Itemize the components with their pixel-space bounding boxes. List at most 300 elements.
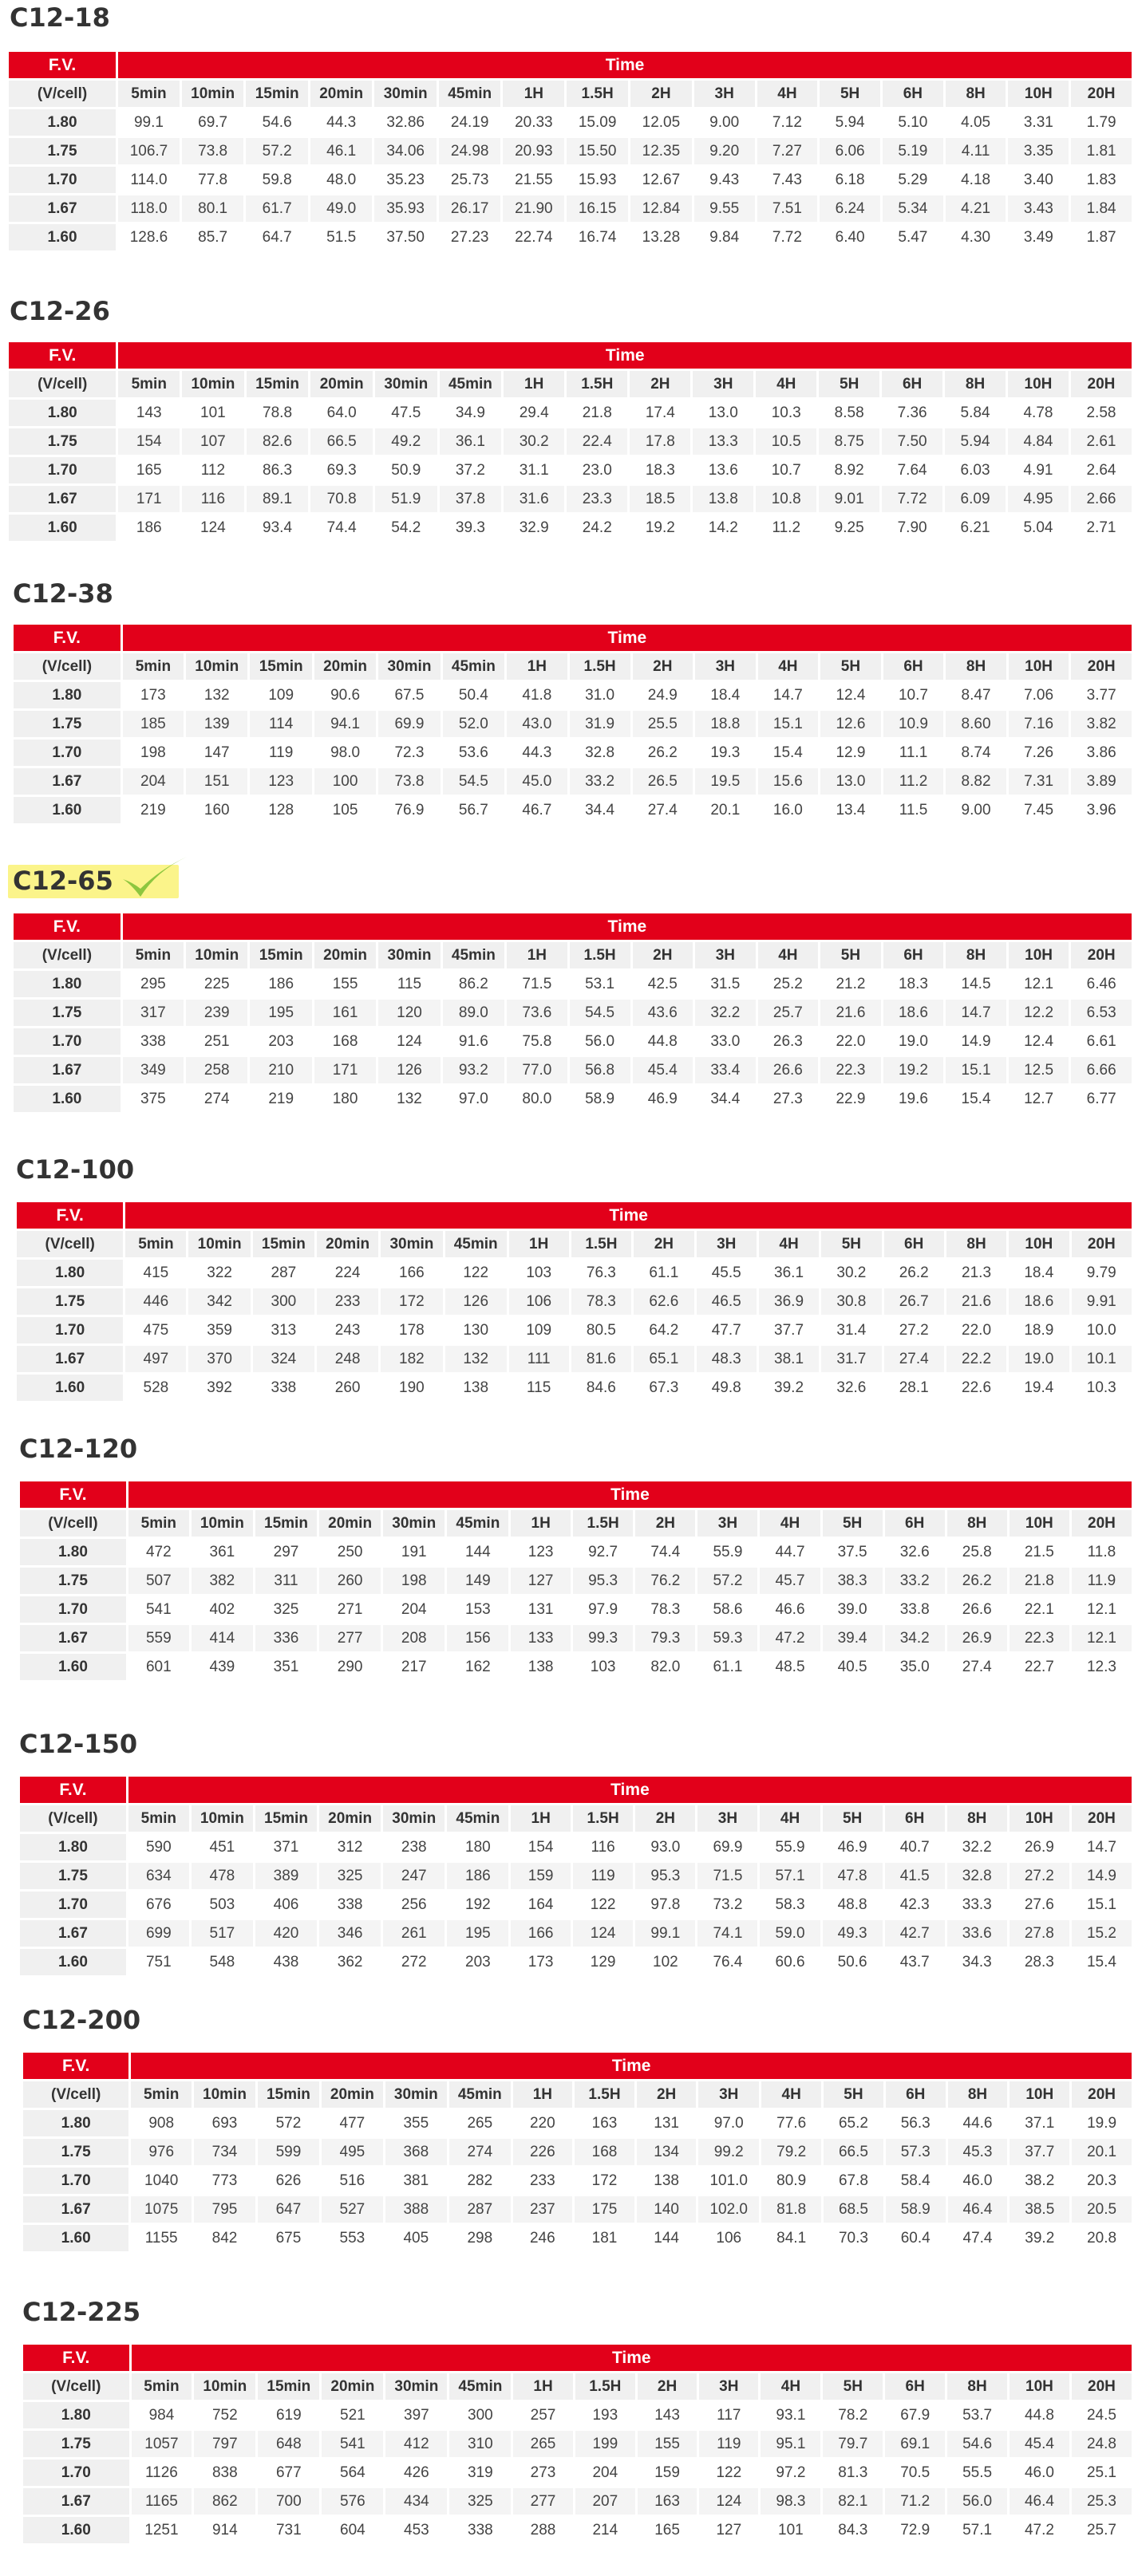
table-cell: 675 bbox=[258, 2225, 319, 2251]
table-cell: 7.43 bbox=[757, 167, 818, 193]
table-cell: 168 bbox=[575, 2139, 634, 2165]
table-cell: 54.6 bbox=[246, 109, 308, 136]
table-cell: 517 bbox=[192, 1920, 253, 1947]
table-cell: 39.4 bbox=[823, 1625, 883, 1651]
table-cell: 44.7 bbox=[760, 1539, 820, 1565]
column-header: 4H bbox=[759, 1231, 819, 1257]
fv-value: 1.70 bbox=[20, 1596, 126, 1623]
vcell-label: (V/cell) bbox=[9, 371, 116, 397]
table-cell: 3.96 bbox=[1071, 797, 1132, 823]
table-cell: 11.5 bbox=[883, 797, 944, 823]
column-header: 1H bbox=[513, 2081, 572, 2108]
table-cell: 204 bbox=[123, 768, 184, 795]
table-cell: 106 bbox=[698, 2225, 759, 2251]
table-row bbox=[9, 167, 1132, 193]
table-cell: 30.2 bbox=[504, 428, 564, 455]
table-cell: 58.9 bbox=[886, 2196, 946, 2223]
table-cell: 475 bbox=[125, 1317, 186, 1343]
table-cell: 27.2 bbox=[1010, 1863, 1069, 1889]
fv-value: 1.75 bbox=[14, 1000, 121, 1026]
table-cell: 7.31 bbox=[1009, 768, 1069, 795]
column-header: 1.5H bbox=[570, 653, 630, 680]
table-cell: 56.0 bbox=[947, 2488, 1007, 2515]
table-cell: 131 bbox=[511, 1596, 570, 1623]
table-cell: 277 bbox=[319, 1625, 381, 1651]
table-cell: 10.1 bbox=[1072, 1346, 1132, 1372]
table-cell: 31.9 bbox=[570, 711, 630, 737]
table-cell: 257 bbox=[513, 2402, 572, 2428]
table-cell: 601 bbox=[128, 1654, 189, 1680]
table-cell: 233 bbox=[317, 1288, 378, 1315]
table-row bbox=[14, 768, 1132, 795]
table-cell: 406 bbox=[255, 1892, 317, 1918]
table-cell: 13.8 bbox=[693, 486, 753, 512]
table-cell: 446 bbox=[125, 1288, 186, 1315]
model-section bbox=[0, 2, 1134, 277]
table-cell: 842 bbox=[194, 2225, 255, 2251]
time-header: Time bbox=[128, 1777, 1132, 1803]
table-cell: 564 bbox=[322, 2460, 383, 2486]
table-cell: 203 bbox=[250, 1028, 311, 1055]
column-header: 8H bbox=[945, 371, 1006, 397]
table-cell: 195 bbox=[447, 1920, 508, 1947]
column-header: 5min bbox=[123, 653, 184, 680]
fv-value: 1.67 bbox=[17, 1346, 123, 1372]
model-title: C12-26 bbox=[10, 296, 110, 326]
table-cell: 8.75 bbox=[819, 428, 879, 455]
table-cell: 15.4 bbox=[946, 1086, 1006, 1112]
column-header: 10min bbox=[192, 1805, 253, 1832]
table-cell: 247 bbox=[383, 1863, 445, 1889]
table-cell: 7.51 bbox=[757, 195, 818, 222]
fv-value: 1.80 bbox=[14, 682, 121, 708]
header-row bbox=[23, 2345, 1132, 2371]
fv-value: 1.70 bbox=[14, 1028, 121, 1055]
table-cell: 43.6 bbox=[633, 1000, 693, 1026]
table-cell: 22.0 bbox=[820, 1028, 881, 1055]
fv-value: 1.60 bbox=[14, 1086, 121, 1112]
table-cell: 126 bbox=[445, 1288, 507, 1315]
table-cell: 7.45 bbox=[1009, 797, 1069, 823]
table-cell: 115 bbox=[509, 1375, 569, 1401]
table-cell: 2.61 bbox=[1071, 428, 1132, 455]
table-cell: 731 bbox=[258, 2517, 319, 2543]
table-cell: 14.7 bbox=[758, 682, 819, 708]
table-cell: 237 bbox=[513, 2196, 572, 2223]
column-header: 3H bbox=[695, 942, 756, 968]
table-cell: 312 bbox=[319, 1834, 381, 1860]
table-cell: 180 bbox=[314, 1086, 376, 1112]
column-header: 2H bbox=[633, 942, 693, 968]
table-cell: 98.0 bbox=[314, 740, 376, 766]
column-header: 10H bbox=[1010, 2081, 1069, 2108]
table-cell: 11.9 bbox=[1072, 1568, 1132, 1594]
table-row bbox=[20, 1654, 1132, 1680]
fv-header: F.V. bbox=[23, 2053, 128, 2079]
table-cell: 22.4 bbox=[567, 428, 627, 455]
table-cell: 10.5 bbox=[756, 428, 816, 455]
table-cell: 53.1 bbox=[570, 971, 630, 997]
table-cell: 85.7 bbox=[182, 224, 244, 250]
table-cell: 44.3 bbox=[310, 109, 373, 136]
table-row bbox=[20, 1539, 1132, 1565]
table-cell: 9.91 bbox=[1072, 1288, 1132, 1315]
table-cell: 838 bbox=[194, 2460, 255, 2486]
table-row bbox=[23, 2110, 1132, 2136]
table-cell: 26.3 bbox=[758, 1028, 819, 1055]
table-cell: 5.19 bbox=[883, 138, 943, 164]
table-row bbox=[9, 515, 1132, 541]
table-cell: 46.1 bbox=[310, 138, 373, 164]
table-cell: 26.2 bbox=[884, 1260, 944, 1286]
table-row bbox=[20, 1834, 1132, 1860]
table-cell: 199 bbox=[575, 2431, 635, 2457]
table-cell: 24.9 bbox=[633, 682, 693, 708]
table-cell: 29.4 bbox=[504, 400, 564, 426]
table-cell: 45.3 bbox=[948, 2139, 1008, 2165]
table-cell: 220 bbox=[513, 2110, 572, 2136]
table-cell: 9.01 bbox=[819, 486, 879, 512]
table-cell: 154 bbox=[511, 1834, 570, 1860]
fv-value: 1.75 bbox=[20, 1568, 126, 1594]
table-cell: 6.77 bbox=[1071, 1086, 1132, 1112]
table-cell: 6.40 bbox=[820, 224, 880, 250]
table-cell: 51.5 bbox=[310, 224, 373, 250]
table-cell: 4.78 bbox=[1008, 400, 1069, 426]
table-cell: 22.7 bbox=[1010, 1654, 1069, 1680]
table-cell: 677 bbox=[258, 2460, 319, 2486]
fv-value: 1.75 bbox=[17, 1288, 123, 1315]
table-cell: 182 bbox=[381, 1346, 442, 1372]
table-cell: 109 bbox=[509, 1317, 569, 1343]
table-cell: 914 bbox=[194, 2517, 255, 2543]
table-cell: 647 bbox=[258, 2196, 319, 2223]
column-header: 1H bbox=[503, 81, 564, 107]
table-cell: 1165 bbox=[132, 2488, 192, 2515]
table-cell: 44.8 bbox=[633, 1028, 693, 1055]
table-cell: 2.58 bbox=[1071, 400, 1132, 426]
table-cell: 6.03 bbox=[945, 457, 1006, 483]
column-header: 15min bbox=[247, 371, 309, 397]
table-cell: 73.8 bbox=[378, 768, 440, 795]
table-cell: 73.8 bbox=[182, 138, 244, 164]
table-cell: 131 bbox=[637, 2110, 696, 2136]
table-cell: 66.5 bbox=[310, 428, 373, 455]
model-section bbox=[0, 2296, 1134, 2571]
table-cell: 192 bbox=[447, 1892, 508, 1918]
table-cell: 98.3 bbox=[761, 2488, 820, 2515]
discharge-table bbox=[21, 2050, 1134, 2254]
table-cell: 65.2 bbox=[824, 2110, 883, 2136]
column-header: 10H bbox=[1009, 942, 1069, 968]
table-cell: 477 bbox=[322, 2110, 383, 2136]
fv-value: 1.80 bbox=[9, 400, 116, 426]
column-header: 45min bbox=[449, 2373, 511, 2400]
table-cell: 14.5 bbox=[946, 971, 1006, 997]
time-header: Time bbox=[118, 52, 1132, 78]
table-cell: 18.5 bbox=[630, 486, 690, 512]
table-cell: 32.8 bbox=[570, 740, 630, 766]
table-cell: 93.2 bbox=[443, 1057, 504, 1083]
table-cell: 116 bbox=[573, 1834, 633, 1860]
table-cell: 26.6 bbox=[758, 1057, 819, 1083]
column-header: 5H bbox=[820, 81, 880, 107]
table-cell: 47.8 bbox=[823, 1863, 883, 1889]
time-header: Time bbox=[123, 913, 1132, 940]
column-header: 30min bbox=[375, 371, 437, 397]
table-cell: 124 bbox=[699, 2488, 758, 2515]
table-cell: 37.1 bbox=[1010, 2110, 1069, 2136]
table-row bbox=[23, 2196, 1132, 2223]
table-cell: 178 bbox=[381, 1317, 442, 1343]
table-cell: 18.4 bbox=[1009, 1260, 1069, 1286]
table-cell: 55.5 bbox=[947, 2460, 1007, 2486]
table-row bbox=[9, 428, 1132, 455]
column-header: 20H bbox=[1071, 653, 1132, 680]
table-cell: 143 bbox=[638, 2402, 697, 2428]
table-cell: 375 bbox=[123, 1086, 184, 1112]
table-cell: 15.1 bbox=[946, 1057, 1006, 1083]
column-header: 3H bbox=[697, 1231, 757, 1257]
table-cell: 497 bbox=[125, 1346, 186, 1372]
table-cell: 44.6 bbox=[948, 2110, 1008, 2136]
table-cell: 336 bbox=[255, 1625, 317, 1651]
table-cell: 58.9 bbox=[570, 1086, 630, 1112]
column-header: 10min bbox=[194, 2081, 255, 2108]
table-cell: 976 bbox=[131, 2139, 192, 2165]
table-cell: 12.7 bbox=[1009, 1086, 1069, 1112]
table-cell: 604 bbox=[322, 2517, 383, 2543]
table-cell: 34.3 bbox=[947, 1949, 1007, 1975]
table-cell: 10.7 bbox=[756, 457, 816, 483]
table-cell: 4.11 bbox=[946, 138, 1006, 164]
subheader-row bbox=[14, 653, 1132, 680]
fv-value: 1.67 bbox=[9, 486, 116, 512]
table-cell: 9.00 bbox=[694, 109, 755, 136]
table-cell: 3.86 bbox=[1071, 740, 1132, 766]
table-cell: 27.2 bbox=[884, 1317, 944, 1343]
table-cell: 69.7 bbox=[182, 109, 244, 136]
table-row bbox=[23, 2225, 1132, 2251]
table-cell: 371 bbox=[255, 1834, 317, 1860]
table-row bbox=[9, 138, 1132, 164]
table-cell: 61.1 bbox=[697, 1654, 757, 1680]
model-section bbox=[0, 578, 1134, 853]
table-cell: 402 bbox=[192, 1596, 253, 1623]
table-cell: 185 bbox=[123, 711, 184, 737]
table-cell: 226 bbox=[513, 2139, 572, 2165]
header-row bbox=[9, 342, 1132, 369]
table-cell: 155 bbox=[638, 2431, 697, 2457]
table-cell: 3.77 bbox=[1071, 682, 1132, 708]
column-header: 45min bbox=[443, 653, 504, 680]
column-header: 10min bbox=[194, 2373, 255, 2400]
table-cell: 67.3 bbox=[634, 1375, 693, 1401]
table-cell: 752 bbox=[194, 2402, 255, 2428]
table-cell: 576 bbox=[322, 2488, 383, 2515]
column-header: 6H bbox=[884, 1231, 944, 1257]
column-header: 10min bbox=[186, 653, 247, 680]
table-cell: 224 bbox=[317, 1260, 378, 1286]
column-header: 10H bbox=[1010, 1510, 1069, 1537]
table-cell: 3.35 bbox=[1008, 138, 1069, 164]
column-header: 5min bbox=[118, 371, 180, 397]
table-cell: 46.5 bbox=[697, 1288, 757, 1315]
table-cell: 99.1 bbox=[635, 1920, 695, 1947]
table-cell: 472 bbox=[128, 1539, 189, 1565]
table-cell: 7.64 bbox=[882, 457, 942, 483]
table-cell: 207 bbox=[575, 2488, 635, 2515]
table-cell: 415 bbox=[125, 1260, 186, 1286]
header-row bbox=[20, 1481, 1132, 1508]
subheader-row bbox=[9, 371, 1132, 397]
table-cell: 41.8 bbox=[507, 682, 567, 708]
table-cell: 39.2 bbox=[759, 1375, 819, 1401]
table-cell: 322 bbox=[188, 1260, 250, 1286]
table-cell: 31.4 bbox=[821, 1317, 881, 1343]
table-cell: 15.93 bbox=[567, 167, 628, 193]
table-cell: 165 bbox=[638, 2517, 697, 2543]
table-cell: 12.1 bbox=[1009, 971, 1069, 997]
table-cell: 5.10 bbox=[883, 109, 943, 136]
discharge-table bbox=[11, 911, 1134, 1114]
column-header: 5H bbox=[823, 2373, 883, 2400]
vcell-label: (V/cell) bbox=[17, 1231, 123, 1257]
table-cell: 15.6 bbox=[758, 768, 819, 795]
table-cell: 105 bbox=[314, 797, 376, 823]
table-cell: 156 bbox=[447, 1625, 508, 1651]
table-cell: 100 bbox=[314, 768, 376, 795]
column-header: 1.5H bbox=[567, 81, 628, 107]
table-cell: 21.8 bbox=[567, 400, 627, 426]
table-cell: 153 bbox=[447, 1596, 508, 1623]
table-cell: 12.67 bbox=[630, 167, 692, 193]
table-cell: 168 bbox=[314, 1028, 376, 1055]
table-cell: 186 bbox=[118, 515, 180, 541]
fv-value: 1.75 bbox=[20, 1863, 126, 1889]
table-cell: 76.4 bbox=[697, 1949, 757, 1975]
table-cell: 79.3 bbox=[635, 1625, 695, 1651]
column-header: 8H bbox=[946, 1231, 1006, 1257]
table-cell: 114 bbox=[250, 711, 311, 737]
table-cell: 34.06 bbox=[374, 138, 437, 164]
discharge-table bbox=[18, 1774, 1134, 1978]
table-cell: 46.0 bbox=[948, 2168, 1008, 2194]
column-header: 8H bbox=[946, 653, 1006, 680]
table-cell: 163 bbox=[638, 2488, 697, 2515]
fv-value: 1.75 bbox=[23, 2431, 129, 2457]
column-header: 30min bbox=[374, 81, 437, 107]
table-cell: 138 bbox=[637, 2168, 696, 2194]
table-cell: 26.9 bbox=[947, 1625, 1007, 1651]
table-cell: 107 bbox=[182, 428, 244, 455]
column-header: 4H bbox=[760, 1510, 820, 1537]
table-cell: 59.8 bbox=[246, 167, 308, 193]
table-cell: 6.24 bbox=[820, 195, 880, 222]
table-cell: 31.5 bbox=[695, 971, 756, 997]
table-row bbox=[23, 2460, 1132, 2486]
table-cell: 33.3 bbox=[947, 1892, 1007, 1918]
fv-value: 1.60 bbox=[20, 1654, 126, 1680]
table-cell: 8.60 bbox=[946, 711, 1006, 737]
table-cell: 80.0 bbox=[507, 1086, 567, 1112]
table-cell: 122 bbox=[573, 1892, 633, 1918]
table-cell: 122 bbox=[699, 2460, 758, 2486]
table-cell: 251 bbox=[186, 1028, 247, 1055]
table-cell: 79.7 bbox=[823, 2431, 883, 2457]
table-cell: 94.1 bbox=[314, 711, 376, 737]
column-header: 3H bbox=[693, 371, 753, 397]
column-header: 5H bbox=[823, 1510, 883, 1537]
header-row bbox=[14, 913, 1132, 940]
table-cell: 39.3 bbox=[440, 515, 502, 541]
table-cell: 26.17 bbox=[439, 195, 501, 222]
table-cell: 47.2 bbox=[1010, 2517, 1069, 2543]
table-row bbox=[20, 1892, 1132, 1918]
table-cell: 8.92 bbox=[819, 457, 879, 483]
table-cell: 7.50 bbox=[882, 428, 942, 455]
table-cell: 57.2 bbox=[697, 1568, 757, 1594]
table-row bbox=[17, 1260, 1132, 1286]
discharge-table bbox=[6, 340, 1134, 543]
column-header: 5H bbox=[819, 371, 879, 397]
table-cell: 12.35 bbox=[630, 138, 692, 164]
table-cell: 55.9 bbox=[697, 1539, 757, 1565]
table-cell: 6.21 bbox=[945, 515, 1006, 541]
table-cell: 370 bbox=[188, 1346, 250, 1372]
table-cell: 53.7 bbox=[947, 2402, 1007, 2428]
table-cell: 1155 bbox=[131, 2225, 192, 2251]
table-row bbox=[17, 1317, 1132, 1343]
table-cell: 217 bbox=[383, 1654, 445, 1680]
column-header: 3H bbox=[697, 1805, 757, 1832]
table-cell: 27.3 bbox=[758, 1086, 819, 1112]
table-cell: 9.55 bbox=[694, 195, 755, 222]
table-cell: 173 bbox=[511, 1949, 570, 1975]
column-header: 1H bbox=[507, 653, 567, 680]
table-cell: 9.79 bbox=[1072, 1260, 1132, 1286]
subheader-row bbox=[14, 942, 1132, 968]
table-cell: 1.81 bbox=[1071, 138, 1132, 164]
column-header: 30min bbox=[378, 653, 440, 680]
column-header: 2H bbox=[630, 371, 690, 397]
table-cell: 46.0 bbox=[1010, 2460, 1069, 2486]
table-cell: 149 bbox=[447, 1568, 508, 1594]
table-cell: 77.8 bbox=[182, 167, 244, 193]
table-cell: 123 bbox=[511, 1539, 570, 1565]
table-cell: 634 bbox=[128, 1863, 189, 1889]
table-cell: 165 bbox=[118, 457, 180, 483]
table-cell: 9.20 bbox=[694, 138, 755, 164]
column-header: 8H bbox=[946, 81, 1006, 107]
table-cell: 6.18 bbox=[820, 167, 880, 193]
fv-value: 1.70 bbox=[9, 457, 116, 483]
table-cell: 180 bbox=[447, 1834, 508, 1860]
table-cell: 5.94 bbox=[945, 428, 1006, 455]
column-header: 5H bbox=[821, 1231, 881, 1257]
table-cell: 119 bbox=[573, 1863, 633, 1889]
fv-value: 1.67 bbox=[14, 1057, 121, 1083]
table-cell: 38.5 bbox=[1010, 2196, 1069, 2223]
table-cell: 48.8 bbox=[823, 1892, 883, 1918]
fv-value: 1.80 bbox=[9, 109, 116, 136]
column-header: 10H bbox=[1008, 371, 1069, 397]
table-cell: 89.0 bbox=[443, 1000, 504, 1026]
table-cell: 69.9 bbox=[378, 711, 440, 737]
table-cell: 118.0 bbox=[118, 195, 180, 222]
column-header: 15min bbox=[258, 2373, 319, 2400]
table-row bbox=[20, 1568, 1132, 1594]
